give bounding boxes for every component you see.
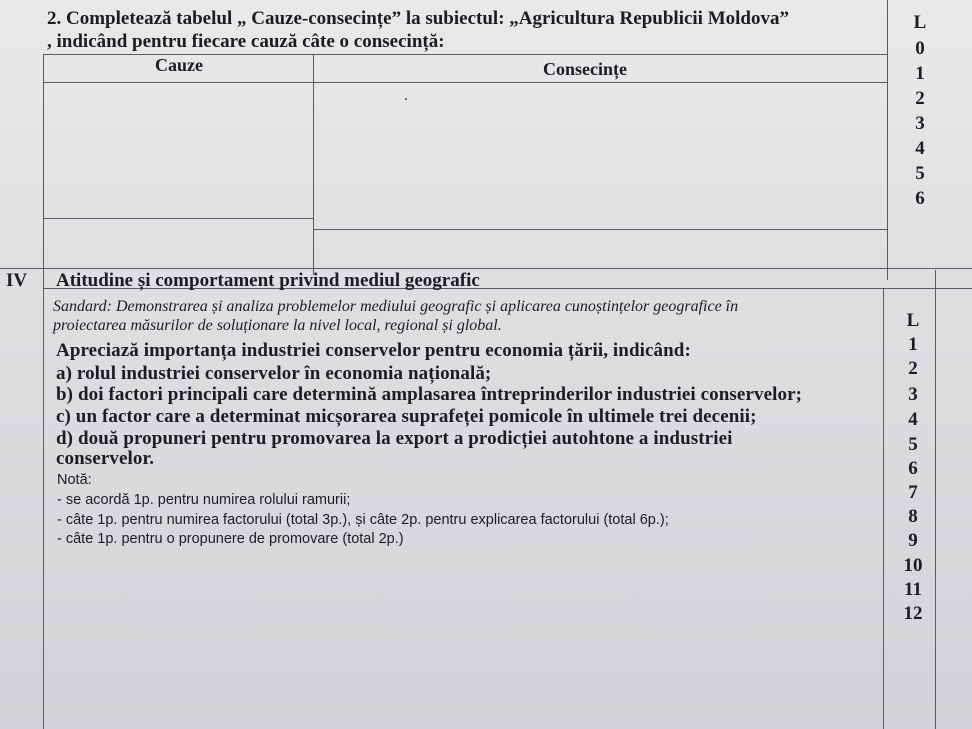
standard-line-2: proiectarea măsurilor de soluționare la nivel local, regional și global. <box>53 317 502 334</box>
score-iv-10: 10 <box>903 555 923 576</box>
section-iv-score-border <box>883 288 884 729</box>
score-q2-6: 6 <box>915 188 925 209</box>
task-c: c) un factor care a determinat micșorarea suprafeței pomicole în ultimele trei decenii; <box>56 406 757 427</box>
table-header-divider <box>43 82 888 83</box>
score-iv-4: 4 <box>908 409 918 430</box>
score-iv-11: 11 <box>904 579 922 600</box>
score-iv-3: 3 <box>908 384 918 405</box>
score-iv-7: 7 <box>908 482 918 503</box>
score-iv-12: 12 <box>903 603 923 624</box>
note-line-2: - câte 1p. pentru numirea factorului (total 3p.), și câte 2p. pentru explicarea factorului (total 6p.); <box>57 512 669 528</box>
section-iv-top-border <box>0 268 972 269</box>
column-header-consequences: Consecințe <box>543 59 627 79</box>
section-iv-roman-numeral: IV <box>6 270 28 291</box>
note-label: Notă: <box>57 472 92 488</box>
standard-line-1: Sandard: Demonstrarea și analiza problemelor mediului geografic și aplicarea cunoștințelor geografice în <box>53 298 739 315</box>
score-header-q2: L <box>913 12 927 33</box>
score-q2-1: 1 <box>915 63 925 84</box>
score-column-border-top <box>887 0 888 280</box>
task-d: d) două propuneri pentru promovarea la export a prodicției autohtone a industriei <box>56 428 733 449</box>
score-iv-9: 9 <box>908 530 918 551</box>
task-b: b) doi factori principali care determină amplasarea întreprinderilor industriei conservelor; <box>56 384 803 405</box>
pen-mark <box>405 98 407 100</box>
note-line-1: - se acordă 1p. pentru numirea rolului ramurii; <box>57 492 351 508</box>
task-d-continued: conservelor. <box>56 448 155 469</box>
score-q2-0: 0 <box>915 38 925 59</box>
note-line-3: - câte 1p. pentru o propunere de promovare (total 2p.) <box>57 531 404 547</box>
question-2-title-line2: , indicând pentru fiecare cauză câte o consecință: <box>47 31 445 52</box>
score-iv-5: 5 <box>908 434 918 455</box>
column-header-causes: Cauze <box>155 55 203 75</box>
score-iv-6: 6 <box>908 458 918 479</box>
score-iv-8: 8 <box>908 506 918 527</box>
table-column-divider <box>313 54 314 275</box>
score-q2-3: 3 <box>915 113 925 134</box>
score-q2-4: 4 <box>915 138 925 159</box>
table-row-divider-left <box>43 218 313 219</box>
section-iv-right-border <box>935 270 936 729</box>
task-intro: Apreciază importanța industriei conservelor pentru economia țării, indicând: <box>56 340 691 361</box>
score-iv-2: 2 <box>908 358 918 379</box>
score-q2-5: 5 <box>915 163 925 184</box>
task-a: a) rolul industriei conservelor în economia națională; <box>56 363 492 384</box>
question-2-title-line1: 2. Completează tabelul „ Cauze-consecințe” la subiectul: „Agricultura Republicii Moldova” <box>47 8 789 29</box>
score-q2-2: 2 <box>915 88 925 109</box>
section-iv-title: Atitudine și comportament privind mediul geografic <box>56 270 480 291</box>
table-left-border <box>43 54 44 275</box>
table-row-divider-right <box>313 229 888 230</box>
score-header-iv: L <box>906 310 920 331</box>
score-iv-1: 1 <box>908 334 918 355</box>
section-iv-left-border <box>43 268 44 729</box>
